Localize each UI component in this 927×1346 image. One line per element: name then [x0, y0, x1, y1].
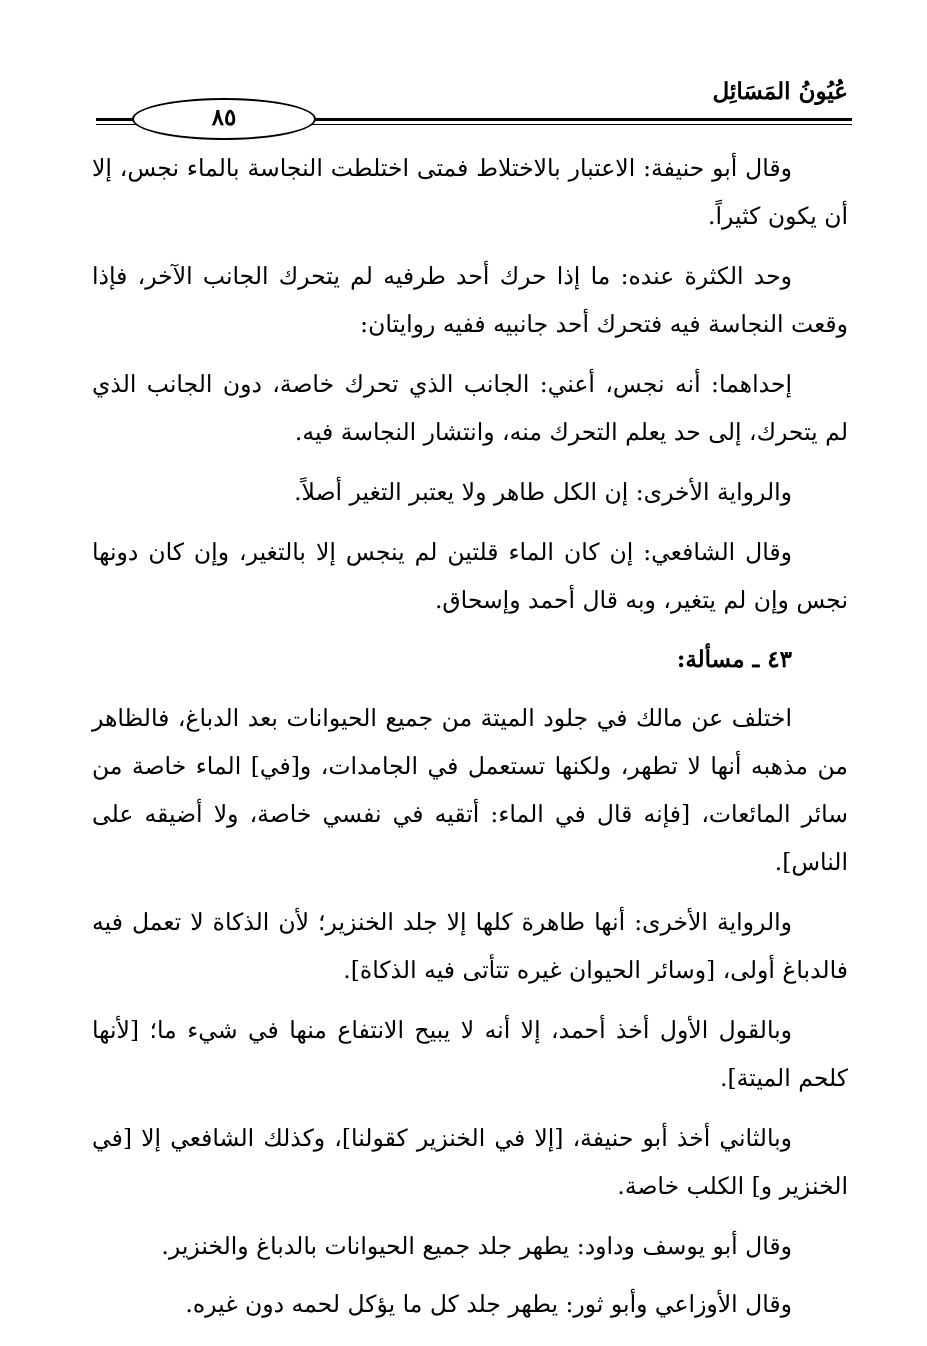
page-number-badge — [132, 98, 316, 140]
page-header — [96, 78, 852, 134]
running-title: عُيُونُ المَسَائِل — [712, 78, 848, 105]
paragraph-2: وحد الكثرة عنده: ما إذا حرك أحد طرفيه لم يتحرك الجانب الآخر، فإذا وقعت النجاسة فيه فتحرك أحد جانبيه ففيه روايتان: — [92, 262, 848, 338]
page-body — [92, 144, 848, 1338]
paragraph-7: والرواية الأخرى: أنها طاهرة كلها إلا جلد الخنزير؛ لأن الذكاة لا تعمل فيه فالدباغ أولى، [وسائر الحيوان غيره تتأتى فيه الذكاة]. — [92, 908, 848, 984]
paragraph-10: وقال أبو يوسف وداود: يطهر جلد جميع الحيوانات بالدباغ والخنزير. — [161, 1232, 792, 1260]
paragraph-5: وقال الشافعي: إن كان الماء قلتين لم ينجس إلا بالتغير، وإن كان دونها نجس وإن لم يتغير، وبه قال أحمد وإسحاق. — [92, 538, 848, 614]
section-heading: ٤٣ ـ مسألة: — [676, 646, 792, 673]
paragraph-1: وقال أبو حنيفة: الاعتبار بالاختلاط فمتى اختلطت النجاسة بالماء نجس، إلا أن يكون كثيراً. — [92, 154, 848, 230]
paragraph-6: اختلف عن مالك في جلود الميتة من جميع الحيوانات بعد الدباغ، فالظاهر من مذهبه أنها لا تطهر، ولكنها تستعمل في الجامدات، و[في] الماء خاصة من سائر المائعات، [فإنه قال في الماء: أتقيه في نفسي خاصة، ولا أضيقه على الناس]. — [92, 704, 848, 876]
page-number: ٨٥ — [211, 104, 237, 131]
paragraph-8: وبالقول الأول أخذ أحمد، إلا أنه لا يبيح الانتفاع منها في شيء ما؛ [لأنها كلحم الميتة]. — [92, 1016, 848, 1092]
paragraph-3: إحداهما: أنه نجس، أعني: الجانب الذي تحرك خاصة، دون الجانب الذي لم يتحرك، إلى حد يعلم التحرك منه، وانتشار النجاسة فيه. — [92, 370, 848, 446]
paragraph-4: والرواية الأخرى: إن الكل طاهر ولا يعتبر التغير أصلاً. — [294, 478, 792, 506]
paragraph-9: وبالثاني أخذ أبو حنيفة، [إلا في الخنزير كقولنا]، وكذلك الشافعي إلا [في الخنزير و] الكلب خاصة. — [92, 1124, 848, 1200]
paragraph-11: وقال الأوزاعي وأبو ثور: يطهر جلد كل ما يؤكل لحمه دون غيره. — [185, 1290, 792, 1318]
